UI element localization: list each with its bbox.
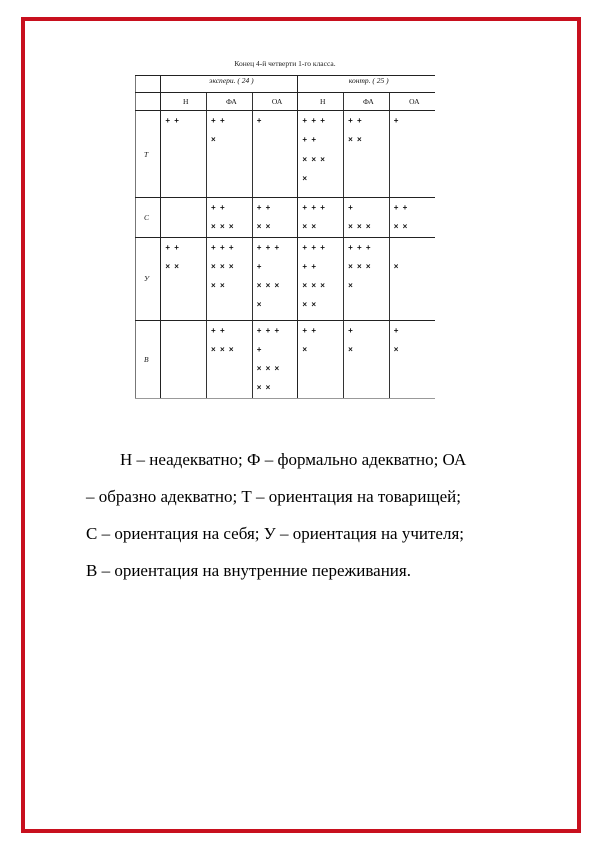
legend-line: – образно адекватно; Т – ориентация на товарищей; [86, 487, 461, 506]
cell-marks: × × [256, 383, 272, 393]
table-cell [298, 111, 344, 198]
table-cell [344, 320, 390, 398]
cell-marks: + + [348, 116, 363, 125]
table-cell [344, 237, 390, 320]
table-cell [161, 111, 207, 198]
cell-marks: × × [211, 281, 226, 291]
cell-marks: + + + [211, 242, 235, 252]
column-header-row [136, 93, 436, 111]
table-cell [252, 111, 298, 198]
cell-marks: + + [302, 261, 317, 271]
table-cell [389, 237, 435, 320]
table-cell [161, 198, 207, 238]
cell-marks: × × [348, 135, 363, 145]
column-header: ФА [344, 93, 390, 111]
table-row [136, 320, 436, 398]
cell-marks: + + [211, 116, 226, 125]
cell-marks: + + + [256, 242, 281, 252]
column-header: ФА [207, 93, 253, 111]
cell-marks: + + + [302, 242, 326, 252]
row-label: С [136, 198, 161, 238]
cell-marks: × [302, 173, 309, 183]
cell-marks: + + [302, 135, 317, 145]
cell-marks: × × [256, 222, 272, 232]
table-cell [252, 198, 298, 238]
legend-paragraph [86, 441, 539, 589]
cell-marks: + [256, 344, 263, 354]
table-cell [298, 320, 344, 398]
table-body [136, 111, 436, 399]
table-cell [344, 111, 390, 198]
table-cell [252, 320, 298, 398]
cell-marks: + + + [348, 242, 372, 252]
table-cell [252, 237, 298, 320]
legend-line: С – ориентация на себя; У – ориентация на учителя; [86, 524, 465, 543]
table-row [136, 198, 436, 238]
cell-marks: + + + [302, 203, 326, 212]
table-row [136, 111, 436, 198]
cell-marks: + + [211, 203, 226, 212]
table-cell [207, 111, 253, 198]
row-label: В [136, 320, 161, 398]
cell-marks: × × × [256, 281, 281, 291]
cell-marks: + + [256, 203, 272, 212]
group-header-row [136, 76, 436, 93]
cell-marks: + + [165, 242, 180, 252]
table-cell [207, 237, 253, 320]
cell-marks: + [348, 325, 354, 335]
table-cell [389, 198, 435, 238]
cell-marks: + + [393, 203, 409, 212]
group-header-experimental: экспери. ( 24 ) [161, 76, 298, 93]
cell-marks: × [348, 281, 354, 291]
cell-marks: + + [211, 325, 226, 335]
table-cell [161, 320, 207, 398]
column-header: Н [298, 93, 344, 111]
table-cell [389, 320, 435, 398]
table-cell [298, 198, 344, 238]
legend-line: Н – неадекватно; Ф – формально адекватно; ОА [120, 450, 467, 469]
cell-marks: × × × [211, 261, 235, 271]
cell-marks: + [393, 325, 400, 335]
cell-marks: × × × [302, 154, 326, 164]
cell-marks: + [256, 116, 263, 125]
table-cell [298, 237, 344, 320]
cell-marks: × [348, 344, 354, 354]
cell-marks: × [256, 300, 263, 310]
cell-marks: × × × [348, 261, 372, 271]
legend-line: В – ориентация на внутренние переживания. [86, 561, 411, 580]
results-table [135, 75, 435, 399]
row-label: Т [136, 111, 161, 198]
cell-marks: + [393, 116, 400, 125]
cell-marks: × × × [211, 222, 235, 232]
cell-marks: × × [302, 300, 317, 310]
cell-marks: + + [302, 325, 317, 335]
cell-marks [394, 238, 435, 257]
cell-marks: × × [165, 261, 180, 271]
cell-marks: × × [302, 222, 317, 232]
cell-marks: + + + [256, 325, 281, 335]
table-cell [344, 198, 390, 238]
cell-marks: + + [165, 116, 180, 125]
row-label: У [136, 237, 161, 320]
table-cell [207, 320, 253, 398]
table-caption: Конец 4-й четверти 1-го класса. [234, 59, 336, 68]
table-cell [207, 198, 253, 238]
cell-marks: × [302, 344, 309, 354]
cell-marks: + + + [302, 116, 326, 125]
cell-marks: + [348, 203, 354, 212]
column-header: ОА [252, 93, 298, 111]
cell-marks: × × [393, 222, 409, 232]
cell-marks: × [211, 135, 217, 145]
column-header: Н [161, 93, 207, 111]
cell-marks: × × × [256, 364, 281, 374]
cell-marks: + [256, 261, 263, 271]
column-header: ОА [389, 93, 435, 111]
table-cell [161, 237, 207, 320]
cell-marks: × × × [211, 344, 235, 354]
cell-marks: × × × [302, 281, 326, 291]
cell-marks: × [393, 261, 400, 271]
cell-marks: × × × [348, 222, 372, 232]
group-header-control: контр. ( 25 ) [298, 76, 435, 93]
table-row [136, 237, 436, 320]
table-cell [389, 111, 435, 198]
cell-marks: × [393, 344, 400, 354]
